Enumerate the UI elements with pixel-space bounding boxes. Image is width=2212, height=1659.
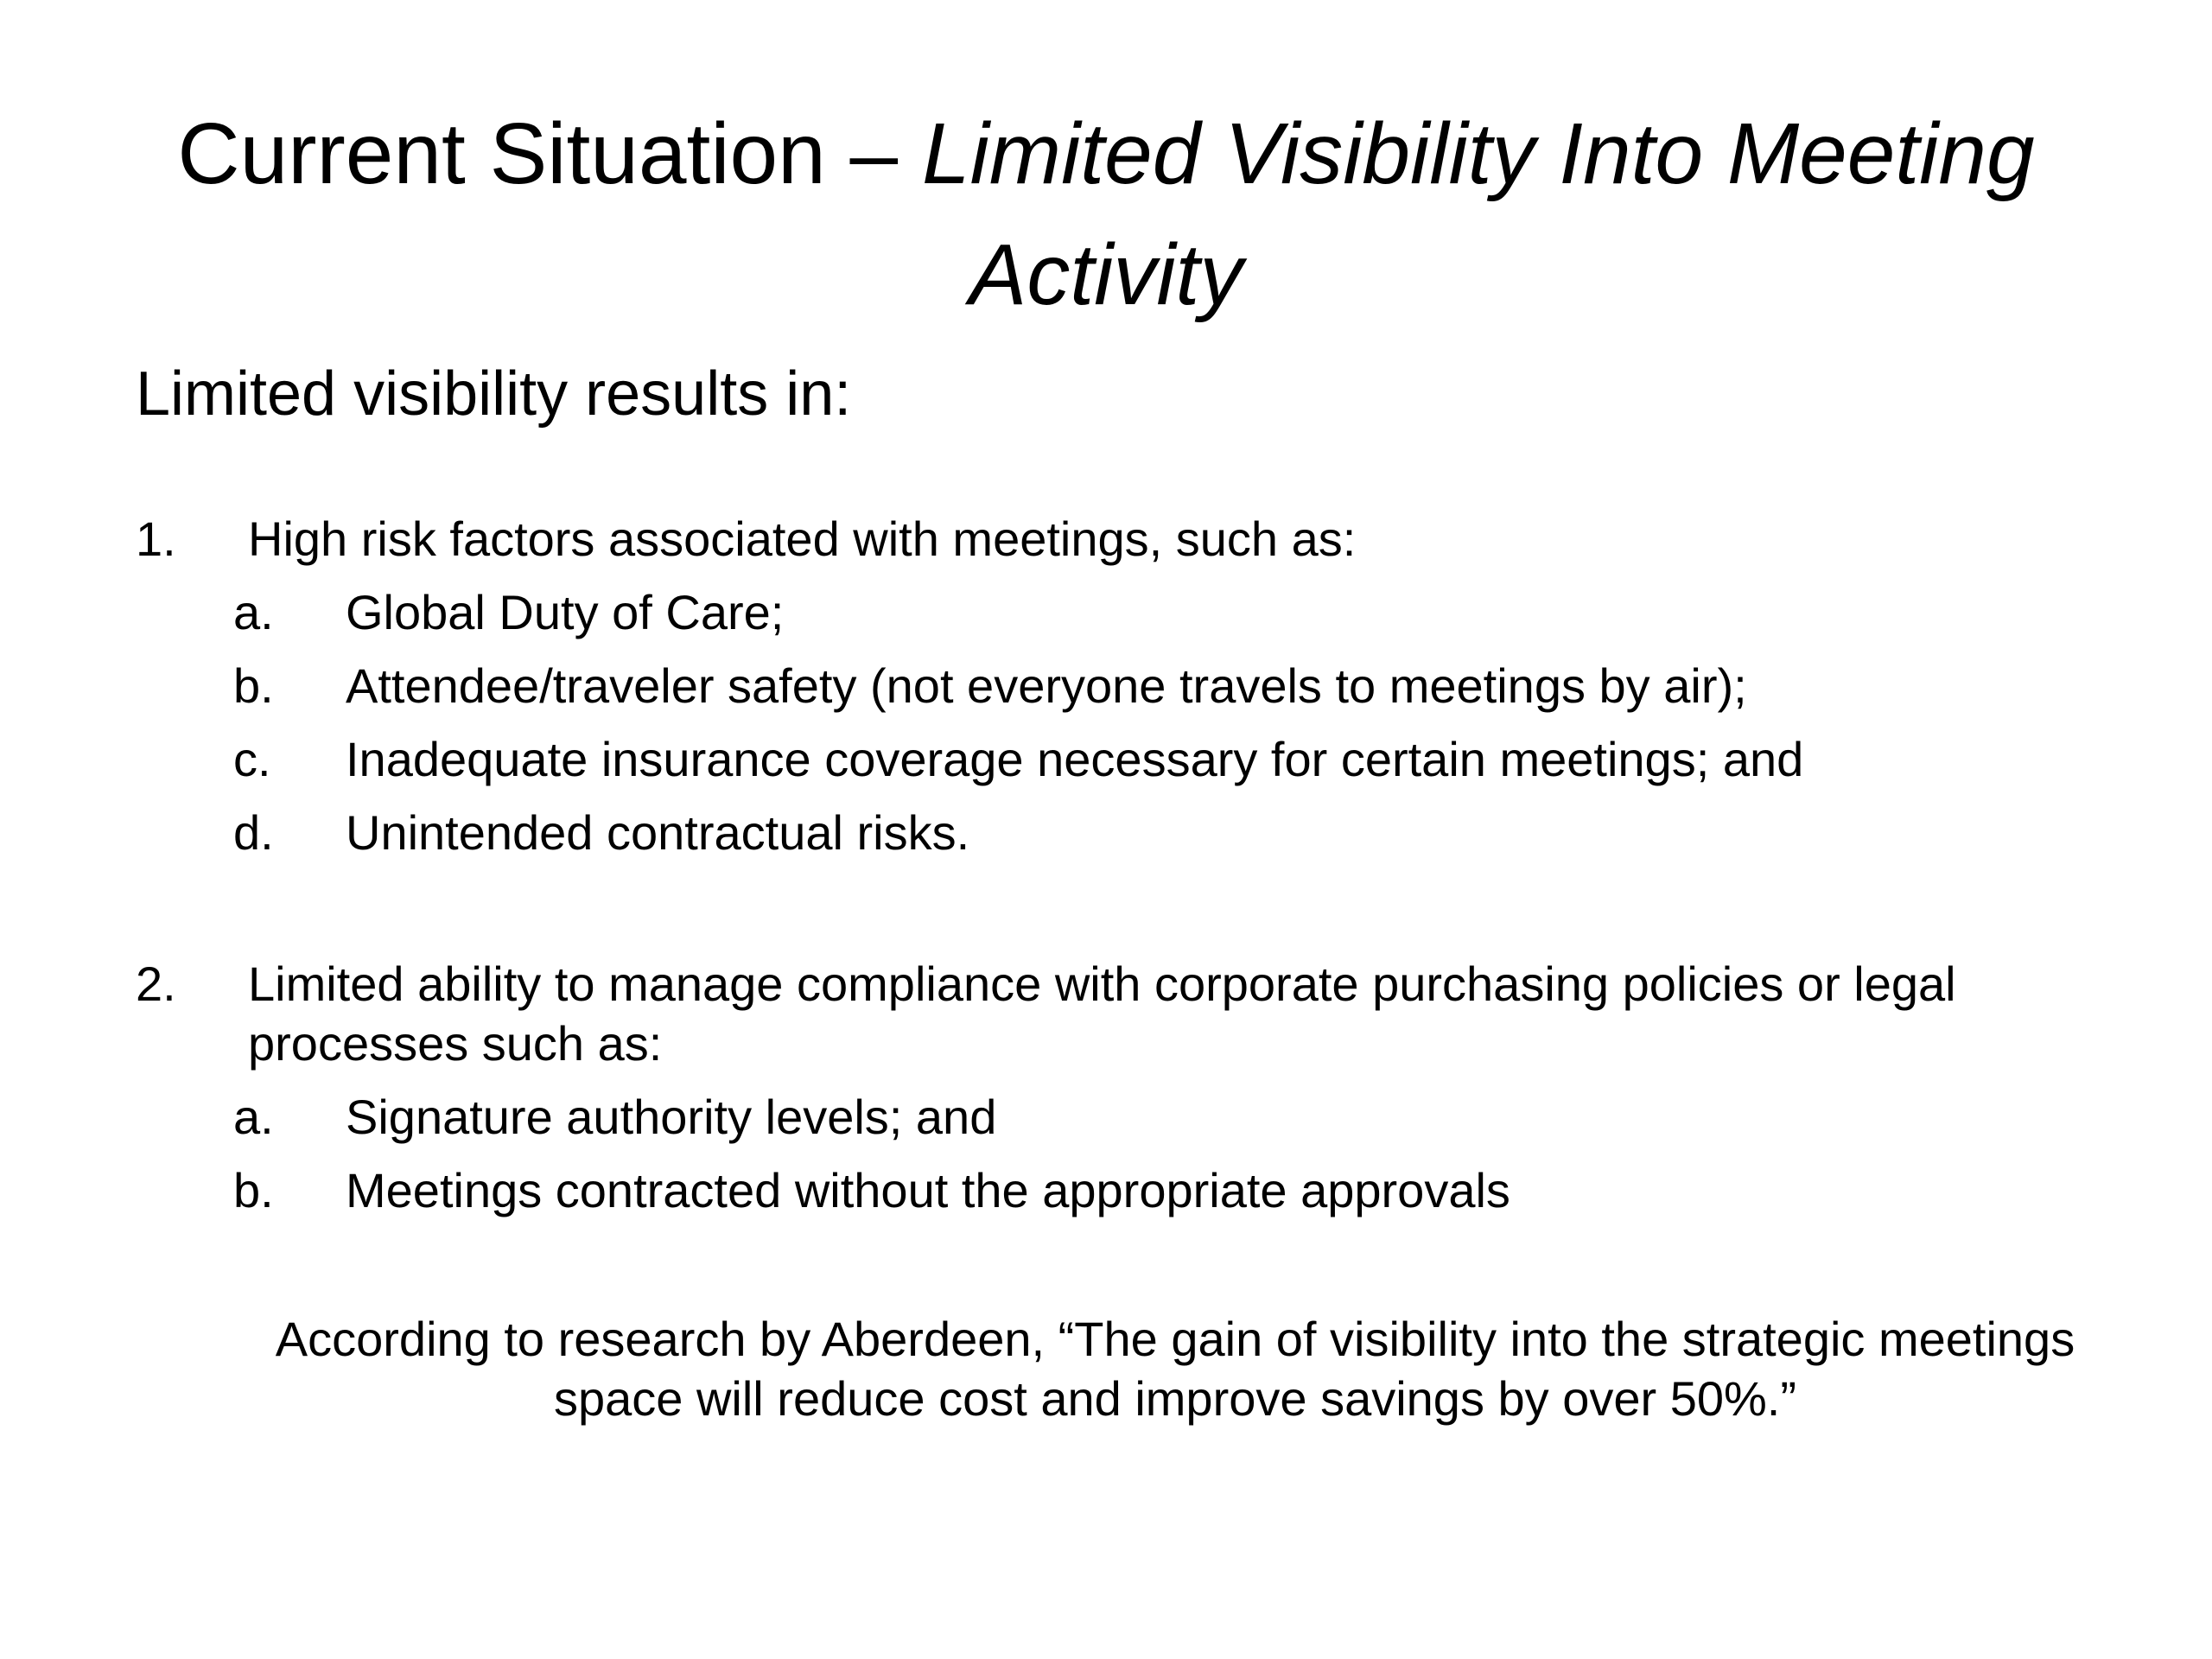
subitem-1a-text: Global Duty of Care;: [346, 585, 785, 639]
subitem-2b-letter: b.: [233, 1163, 274, 1217]
subitem-1b: [136, 656, 2088, 715]
aberdeen-quote: According to research by Aberdeen, “The gain of visibility into the strategic meetings space will reduce cost and improve savings by over 50%.”: [275, 1312, 2075, 1426]
list-item-1-row: [136, 509, 2088, 569]
slide-title: [138, 93, 2074, 335]
title-plain: Current Situation –: [177, 105, 922, 202]
list-item-2-row: [136, 954, 2088, 1073]
subitem-2a-text: Signature authority levels; and: [346, 1090, 997, 1144]
list-item-1-text: High risk factors associated with meetings, such as:: [248, 512, 1357, 566]
list-item-2-subitems: [136, 1087, 2088, 1220]
list-item-2-text: Limited ability to manage compliance with corporate purchasing policies or legal processes such as:: [248, 957, 1956, 1071]
list-item-2-number: 2.: [136, 957, 176, 1011]
intro-text: Limited visibility results in:: [136, 359, 852, 429]
subitem-1d-letter: d.: [233, 805, 274, 860]
list-item-1: [136, 509, 2088, 876]
subitem-2a: [136, 1087, 2088, 1147]
subitem-1a: [136, 582, 2088, 642]
subitem-1a-letter: a.: [233, 585, 274, 639]
subitem-1d-text: Unintended contractual risks.: [346, 805, 970, 860]
subitem-1c-letter: c.: [233, 732, 271, 786]
list-item-2: [136, 954, 2088, 1234]
list-item-1-number: 1.: [136, 512, 176, 566]
subitem-1d: [136, 803, 2088, 862]
subitem-2b-text: Meetings contracted without the appropriate approvals: [346, 1163, 1510, 1217]
subitem-1b-letter: b.: [233, 658, 274, 713]
subitem-1c: [136, 729, 2088, 789]
subitem-2a-letter: a.: [233, 1090, 274, 1144]
list-item-1-subitems: [136, 582, 2088, 862]
subitem-1c-text: Inadequate insurance coverage necessary for certain meetings; and: [346, 732, 1804, 786]
title-italic: Limited Visibility Into Meeting Activity: [921, 105, 2035, 323]
subitem-1b-text: Attendee/traveler safety (not everyone travels to meetings by air);: [346, 658, 1747, 713]
subitem-2b: [136, 1160, 2088, 1220]
